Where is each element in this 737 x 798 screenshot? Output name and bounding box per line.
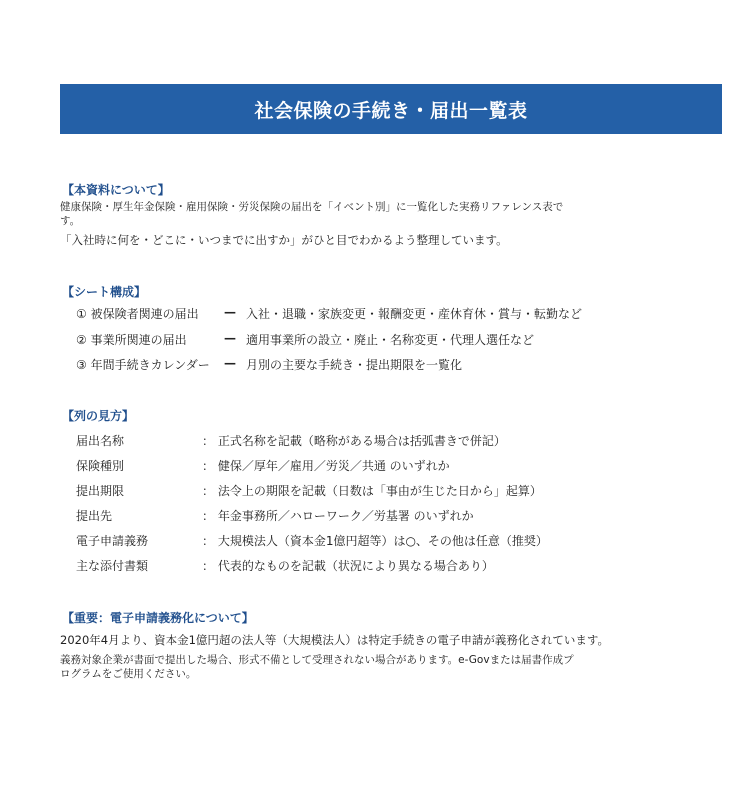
column-desc: ： 大規模法人（資本金1億円超等）は○、その他は任意（推奨） — [202, 534, 548, 548]
about-heading: 【本資料について】 — [62, 183, 170, 197]
important-line-3: ログラムをご使用ください。 — [60, 668, 197, 680]
column-desc: ： 法令上の期限を記載（日数は「事由が生じた日から」起算） — [202, 484, 542, 498]
about-line-2: 「入社時に何を・どこに・いつまでに出すか」がひと目でわかるよう整理しています。 — [60, 233, 508, 247]
column-label: 主な添付書類 — [76, 559, 149, 573]
column-guide-row — [76, 432, 506, 449]
sheets-heading: 【シート構成】 — [62, 285, 147, 299]
sheet-item — [76, 331, 534, 348]
sheet-item-name: ① 被保険者関連の届出 — [76, 307, 199, 321]
sheet-item-dash: — — [224, 331, 236, 345]
column-desc: ： 年金事務所／ハローワーク／労基署 のいずれか — [202, 509, 474, 523]
column-desc: ： 健保／厚年／雇用／労災／共通 のいずれか — [202, 459, 450, 473]
sheet-item-desc: 月別の主要な手続き・提出期限を一覧化 — [246, 358, 463, 372]
important-line-1: 2020年4月より、資本金1億円超の法人等（大規模法人）は特定手続きの電子申請が義務化されています。 — [60, 633, 609, 647]
sheet-item-desc: 適用事業所の設立・廃止・名称変更・代理人選任など — [246, 333, 535, 347]
column-guide-row — [76, 507, 474, 524]
columns-heading: 【列の見方】 — [62, 409, 135, 423]
important-line-2: 義務対象企業が書面で提出した場合、形式不備として受理されない場合があります。e-Govまたは届書作成プ — [60, 654, 574, 666]
column-label: 提出先 — [76, 509, 113, 523]
column-guide-row — [76, 557, 494, 574]
sheet-item — [76, 356, 462, 373]
sheet-item-desc: 入社・退職・家族変更・報酬変更・産休育休・賞与・転勤など — [246, 307, 583, 321]
column-label: 電子申請義務 — [76, 534, 149, 548]
sheet-item-dash: — — [224, 356, 236, 370]
column-guide-row — [76, 457, 450, 474]
column-label: 保険種別 — [76, 459, 125, 473]
sheet-item — [76, 305, 582, 322]
about-line-1: 健康保険・厚生年金保険・雇用保険・労災保険の届出を「イベント別」に一覧化した実務リファレンス表で — [60, 201, 564, 213]
sheet-item-name: ② 事業所関連の届出 — [76, 333, 187, 347]
column-label: 届出名称 — [76, 434, 125, 448]
sheet-item-name: ③ 年間手続きカレンダー — [76, 358, 210, 372]
column-guide-row — [76, 482, 542, 499]
column-label: 提出期限 — [76, 484, 125, 498]
column-desc: ： 正式名称を記載（略称がある場合は括弧書きで併記） — [202, 434, 506, 448]
about-line-1-cont: す。 — [60, 215, 81, 227]
column-desc: ： 代表的なものを記載（状況により異なる場合あり） — [202, 559, 494, 573]
sheet-item-dash: — — [224, 305, 236, 319]
page-title: 社会保険の手続き・届出一覧表 — [60, 84, 722, 134]
column-guide-row — [76, 532, 548, 549]
important-heading: 【重要：電子申請義務化について】 — [62, 611, 254, 625]
